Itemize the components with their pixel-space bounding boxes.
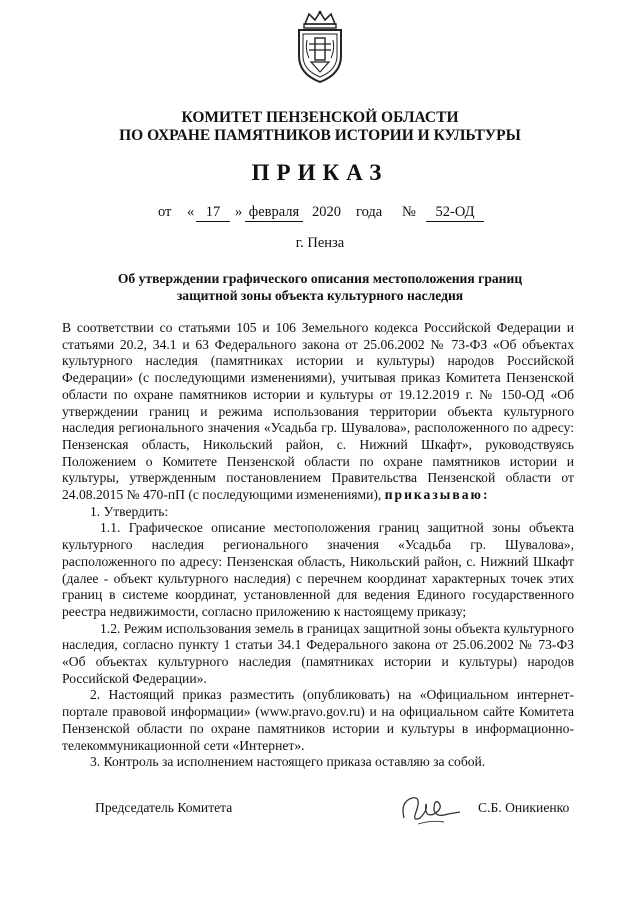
document-heading xyxy=(115,270,525,304)
intro-paragraph xyxy=(62,320,574,504)
signer-name: С.Б. Оникиенко xyxy=(478,800,570,815)
order-number: 52-ОД xyxy=(426,204,484,222)
date-year: 2020 xyxy=(312,204,341,220)
org-name-line1: КОМИТЕТ ПЕНЗЕНСКОЙ ОБЛАСТИ xyxy=(181,109,459,126)
clause-2: 2. Настоящий приказ разместить (опубликовать) на «Официальном интернет-портале правовой информации» (www.pravo.gov.ru) и на официальном сайте Комитета Пензенской области по охране памятников истории и культуры в информационно-телекоммуникационной сети «Интернет». xyxy=(62,687,574,753)
date-month: февраля xyxy=(245,204,303,222)
clause-1-1: 1.1. Графическое описание местоположения границ защитной зоны объекта культурного наследия регионального значения «Усадьба гр. Шувалова», расположенного по адресу: Пензенская область, Никольский район, с. Нижний Шкафт (далее - объект культурного наследия) с перечнем координат характерных точек этих границ в системе координат, установленной для ведения Единого государственного реестра недвижимости, согласно приложению к настоящему приказу; xyxy=(62,520,574,619)
heading-line1: Об утверждении графического описания местоположения границ xyxy=(117,271,523,286)
signer-position: Председатель Комитета xyxy=(95,800,233,815)
date-day: 17 xyxy=(196,204,230,222)
date-year-word: года xyxy=(356,204,383,220)
city-name: г. Пенза xyxy=(295,235,345,251)
heading-line2: защитной зоны объекта культурного наследия xyxy=(176,288,464,303)
coat-of-arms-emblem xyxy=(291,10,349,84)
quote-close: » xyxy=(235,204,243,220)
intro-text: В соответствии со статьями 105 и 106 Земельного кодекса Российской Федерации и статьями 20.2, 34.1 и 63 Федерального закона от 25.06.2002 № 73-ФЗ «Об объектах культурного наследия (памятниках истории и культуры) народов Российской Федерации» (с последующими изменениями), учитывая приказ Комитета Пензенской области по охране памятников истории и культуры от 19.12.2019 г. № 150-ОД «Об утверждении границ и режима использования территории объекта культурного наследия регионального значения «Усадьба гр. Шувалова», расположенного по адресу: Пензенская область, Никольский район, с. Нижний Шкафт», руководствуясь Положением о Комитете Пензенской области по охране памятников истории и культуры, утвержденным постановлением Правительства Пензенской области от 24.08.2015 № 470-пП (с последующими изменениями), xyxy=(62,320,574,503)
number-sign: № xyxy=(402,204,416,220)
clause-3: 3. Контроль за исполнением настоящего приказа оставляю за собой. xyxy=(90,754,486,770)
date-prefix: от xyxy=(158,204,172,220)
clause-1: 1. Утвердить: xyxy=(90,503,169,519)
handwritten-signature xyxy=(398,788,468,828)
org-name-line2: ПО ОХРАНЕ ПАМЯТНИКОВ ИСТОРИИ И КУЛЬТУРЫ xyxy=(119,127,521,144)
document-body xyxy=(62,320,574,771)
order-word: приказываю: xyxy=(384,487,490,503)
quote-open: « xyxy=(187,204,195,220)
clause-1-2: 1.2. Режим использования земель в границах защитной зоны объекта культурного наследия, согласно пункту 1 статьи 34.1 Федерального закона от 25.06.2002 № 73-ФЗ «Об объектах культурного наследия (памятниках истории и культуры) народов Российской Федерации». xyxy=(62,620,574,686)
document-type-title: ПРИКАЗ xyxy=(251,160,389,185)
